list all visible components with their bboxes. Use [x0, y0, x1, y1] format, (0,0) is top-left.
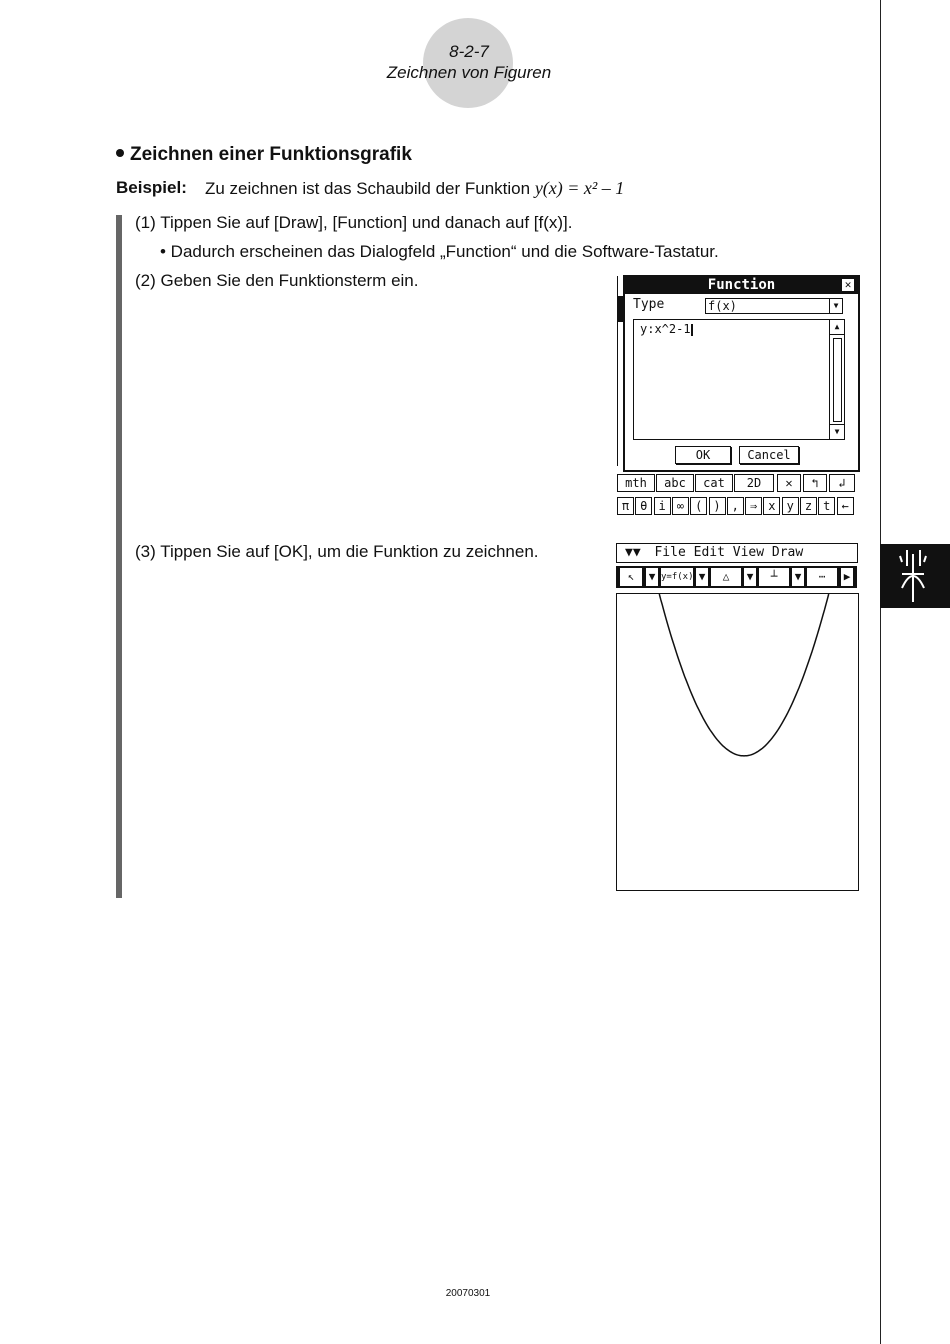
key-2[interactable]: i [654, 497, 671, 515]
type-select[interactable] [705, 298, 843, 314]
footer-code: 20070301 [445, 1288, 491, 1299]
scroll-track[interactable] [833, 338, 842, 422]
step-2: (2) Geben Sie den Funktionsterm ein. [135, 271, 419, 290]
key-8[interactable]: x [763, 497, 780, 515]
margin-line [880, 0, 881, 1344]
chapter-tab [880, 544, 950, 608]
menu-draw[interactable]: Draw [771, 545, 804, 560]
step-1-note: • Dadurch erscheinen das Dialogfeld „Function“ und die Software-Tastatur. [160, 242, 719, 261]
chevron-down-icon[interactable]: ▼ [696, 568, 708, 586]
page-number: 8-2-7 [449, 42, 489, 61]
select-arrow-icon[interactable]: ↖ [620, 568, 642, 586]
key-12[interactable]: ← [837, 497, 854, 515]
key-6[interactable]: , [727, 497, 744, 515]
chapter-title: Zeichnen von Figuren [386, 63, 552, 82]
scrollbar[interactable] [829, 320, 844, 439]
example-formula: y(x) = x² – 1 [534, 178, 625, 198]
menu-bar [616, 543, 858, 563]
function-plot [617, 594, 858, 890]
menu-edit[interactable]: Edit [693, 545, 725, 560]
example-text: Zu zeichnen ist das Schaubild der Funktion y(x) = x² – 1 [205, 178, 625, 198]
menu-icon[interactable]: ▼▼ [625, 545, 641, 560]
function-curve [659, 594, 828, 756]
key-3[interactable]: ∞ [672, 497, 689, 515]
key-10[interactable]: z [800, 497, 817, 515]
key-4[interactable]: ( [690, 497, 707, 515]
chevron-down-icon[interactable]: ▼ [646, 568, 658, 586]
menu-view[interactable]: View [732, 545, 765, 560]
keyboard-down-icon[interactable]: ↲ [829, 474, 855, 492]
key-11[interactable]: t [818, 497, 835, 515]
step-1: (1) Tippen Sie auf [Draw], [Function] und danach auf [f(x)]. [135, 213, 573, 232]
dialog-title: Function [625, 277, 858, 294]
key-9[interactable]: y [782, 497, 799, 515]
graph-editor-icon [880, 544, 950, 608]
tab-2d[interactable]: 2D [734, 474, 774, 492]
toolbar [616, 566, 857, 588]
menu-file[interactable]: File [654, 545, 686, 560]
axes-icon[interactable]: ┴ [759, 568, 789, 586]
scroll-up-icon[interactable]: ▲ [830, 320, 844, 335]
key-5[interactable]: ) [709, 497, 726, 515]
triangle-icon[interactable]: △ [711, 568, 741, 586]
scroll-right-icon[interactable]: ▶ [841, 568, 853, 586]
close-icon[interactable]: ✕ [842, 279, 854, 291]
tab-cat[interactable]: cat [695, 474, 733, 492]
chevron-down-icon[interactable]: ▼ [792, 568, 804, 586]
tab-abc[interactable]: abc [656, 474, 694, 492]
step-3: (3) Tippen Sie auf [OK], um die Funktion zu zeichnen. [135, 542, 539, 561]
key-0[interactable]: π [617, 497, 634, 515]
type-label: Type [633, 297, 665, 312]
text-caret [691, 324, 693, 336]
grid-icon[interactable]: ⋯ [807, 568, 837, 586]
graph-area[interactable] [616, 593, 859, 891]
function-dialog [623, 275, 860, 472]
chevron-down-icon[interactable]: ▼ [744, 568, 756, 586]
type-value: f(x) [708, 299, 737, 313]
expression-text: y:x^2-1 [640, 322, 691, 336]
tab-mth[interactable]: mth [617, 474, 655, 492]
expression-field[interactable] [633, 319, 845, 440]
example-label: Beispiel: [116, 178, 187, 197]
function-button[interactable]: y=f(x) [661, 568, 693, 586]
key-7[interactable]: ⇒ [745, 497, 762, 515]
scroll-down-icon[interactable]: ▼ [830, 424, 844, 439]
key-1[interactable]: θ [635, 497, 652, 515]
chevron-down-icon[interactable]: ▼ [829, 299, 842, 313]
cancel-button[interactable]: Cancel [739, 446, 799, 464]
close-keyboard-icon[interactable]: ✕ [777, 474, 801, 492]
keyboard-up-icon[interactable]: ↰ [803, 474, 827, 492]
step-bar [116, 215, 122, 898]
section-title: Zeichnen einer Funktionsgrafik [116, 144, 412, 166]
ok-button[interactable]: OK [675, 446, 731, 464]
